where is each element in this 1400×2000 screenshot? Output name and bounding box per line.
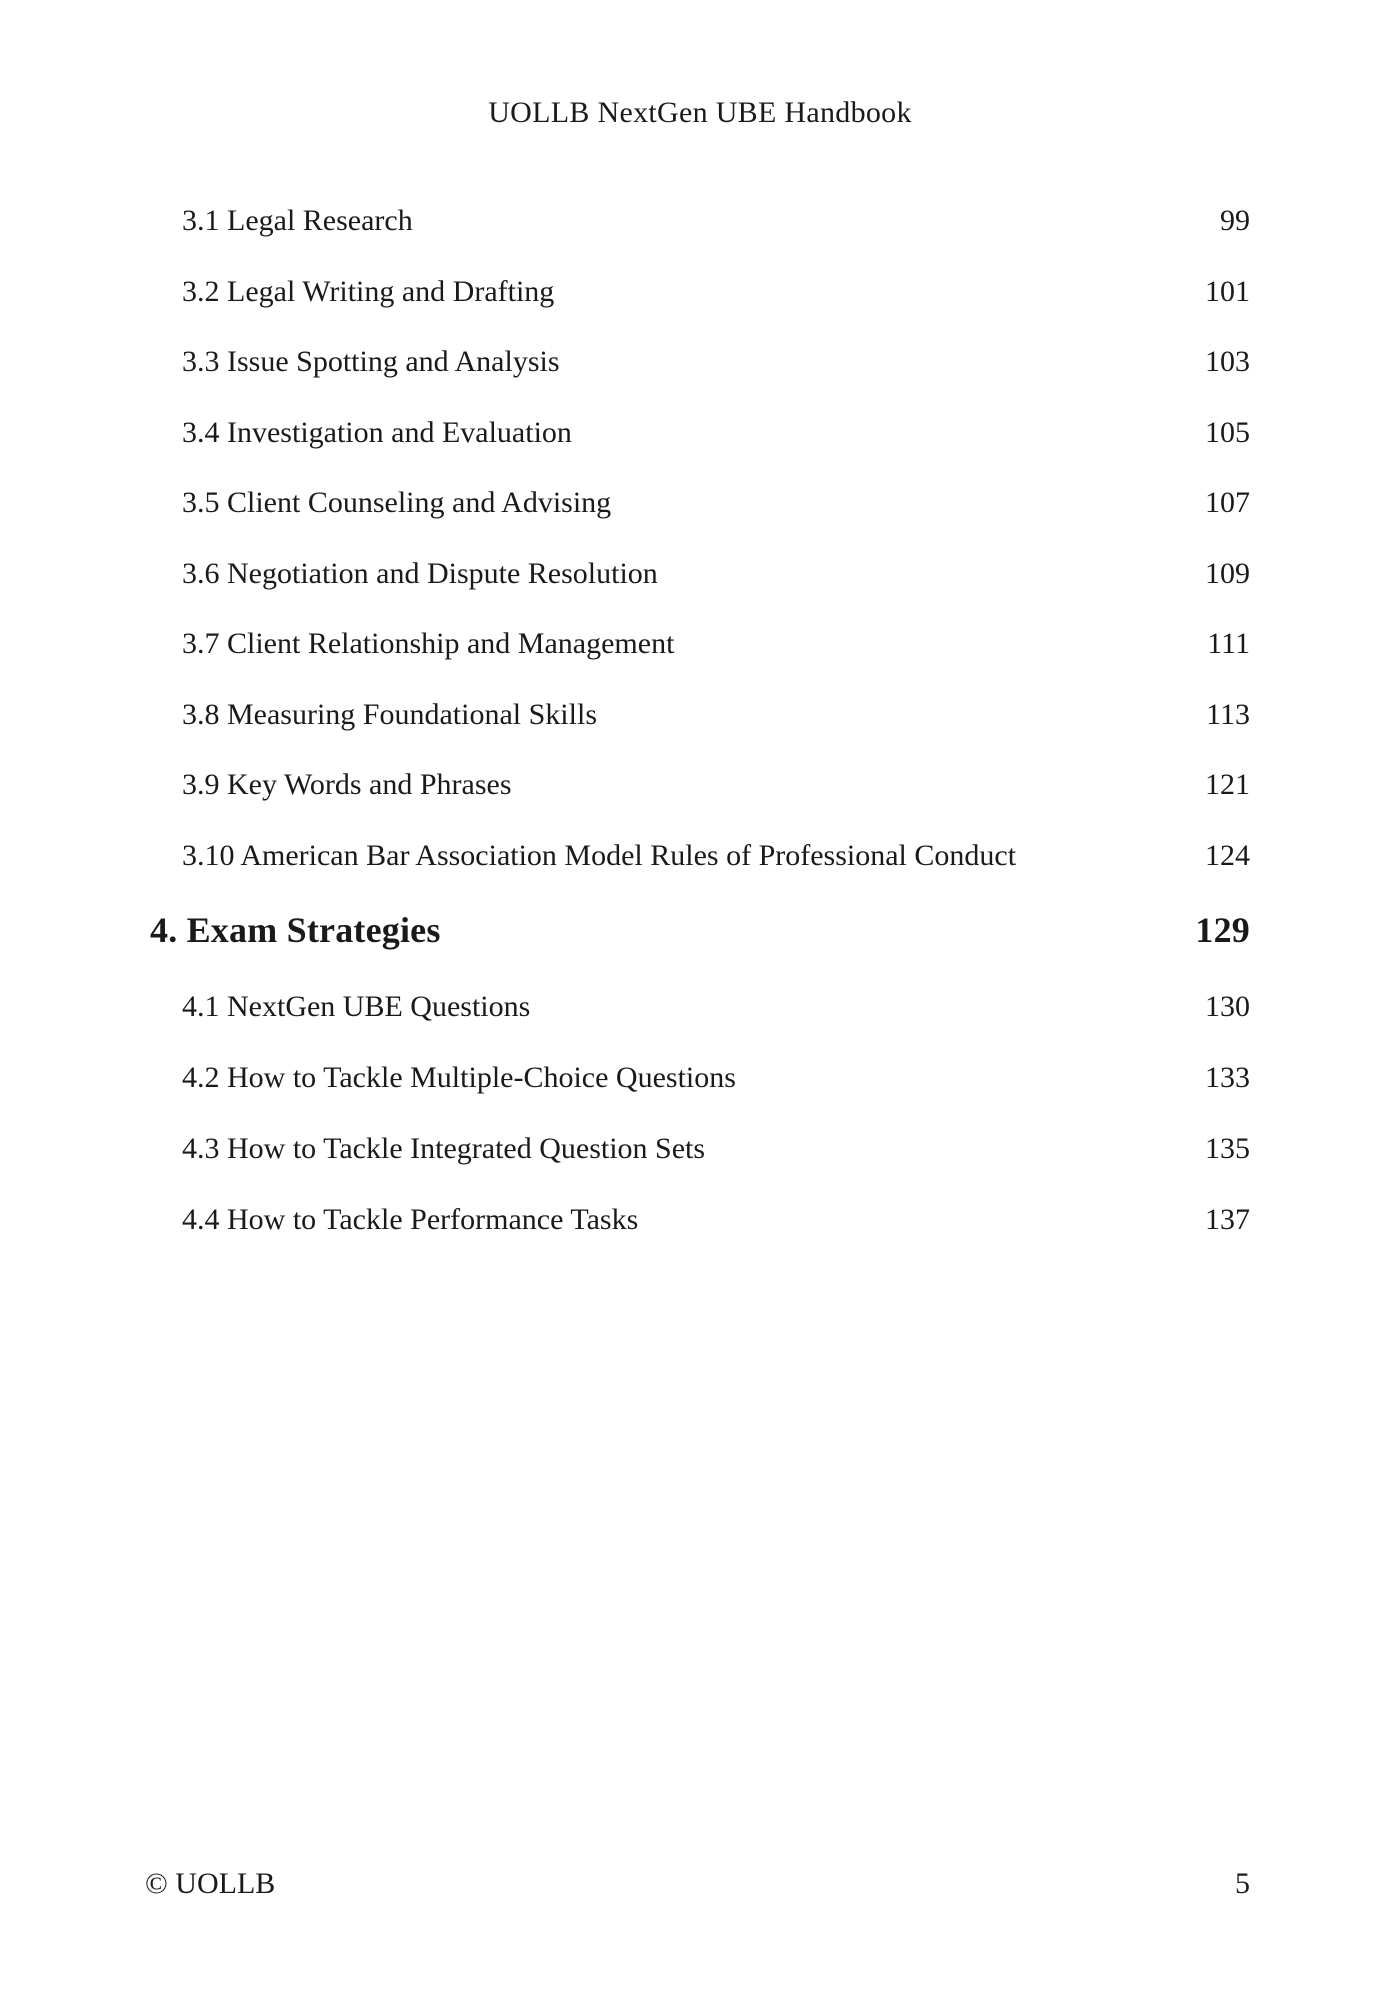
toc-entry — [182, 1131, 1250, 1202]
toc-entry-page: 101 — [1205, 274, 1250, 308]
toc-entry-label: 4. Exam Strategies — [150, 910, 441, 950]
toc-entry-label: 3.3 Issue Spotting and Analysis — [182, 345, 560, 378]
toc-entry-page: 113 — [1206, 697, 1250, 731]
toc-entry — [182, 1202, 1250, 1273]
toc-entry-label: 3.10 American Bar Association Model Rules of Professional Conduct — [182, 838, 1017, 872]
toc-entry — [182, 274, 1250, 345]
toc-entry-label: 3.5 Client Counseling and Advising — [182, 486, 612, 519]
toc-entry-page: 121 — [1205, 768, 1250, 801]
toc-entry — [182, 1060, 1250, 1131]
toc-entry — [182, 415, 1250, 486]
toc-entry-label: 3.6 Negotiation and Dispute Resolution — [182, 556, 658, 590]
toc-entry-label: 3.2 Legal Writing and Drafting — [182, 274, 555, 308]
page-header-title: UOLLB NextGen UBE Handbook — [488, 96, 912, 129]
toc-entry-page: 130 — [1205, 990, 1250, 1023]
footer-page-number: 5 — [1235, 1867, 1250, 1900]
toc-entry-label: 4.4 How to Tackle Performance Tasks — [182, 1203, 639, 1236]
toc-entry-label: 3.9 Key Words and Phrases — [182, 768, 512, 801]
toc-entry-label: 4.1 NextGen UBE Questions — [182, 990, 531, 1023]
table-of-contents — [150, 203, 1250, 1273]
toc-entry-page: 129 — [1195, 910, 1250, 950]
toc-entry — [150, 908, 1250, 989]
toc-entry-page: 105 — [1205, 415, 1250, 449]
toc-entry-label: 3.1 Legal Research — [182, 204, 413, 237]
toc-entry — [182, 838, 1250, 909]
toc-entry-page: 107 — [1205, 486, 1250, 519]
toc-entry — [182, 556, 1250, 627]
toc-entry — [182, 626, 1250, 697]
toc-entry-label: 3.8 Measuring Foundational Skills — [182, 697, 597, 731]
toc-entry — [182, 485, 1250, 556]
toc-entry-label: 3.4 Investigation and Evaluation — [182, 415, 572, 449]
toc-entry-page: 111 — [1207, 627, 1250, 660]
toc-entry-page: 99 — [1220, 204, 1250, 237]
toc-entry — [182, 697, 1250, 768]
toc-entry-page: 137 — [1205, 1203, 1250, 1236]
footer-copyright: © UOLLB — [145, 1867, 276, 1900]
toc-entry-page: 124 — [1205, 838, 1250, 872]
toc-entry — [182, 203, 1250, 274]
toc-entry-page: 135 — [1205, 1132, 1250, 1165]
toc-entry-label: 3.7 Client Relationship and Management — [182, 627, 675, 660]
toc-entry — [182, 989, 1250, 1060]
toc-entry-page: 133 — [1205, 1061, 1250, 1094]
toc-entry-label: 4.2 How to Tackle Multiple-Choice Questions — [182, 1061, 736, 1094]
toc-entry — [182, 344, 1250, 415]
toc-entry — [182, 767, 1250, 838]
page-footer — [145, 1866, 1250, 1902]
toc-entry-label: 4.3 How to Tackle Integrated Question Sets — [182, 1132, 706, 1165]
toc-entry-page: 103 — [1205, 345, 1250, 378]
toc-entry-page: 109 — [1205, 556, 1250, 590]
